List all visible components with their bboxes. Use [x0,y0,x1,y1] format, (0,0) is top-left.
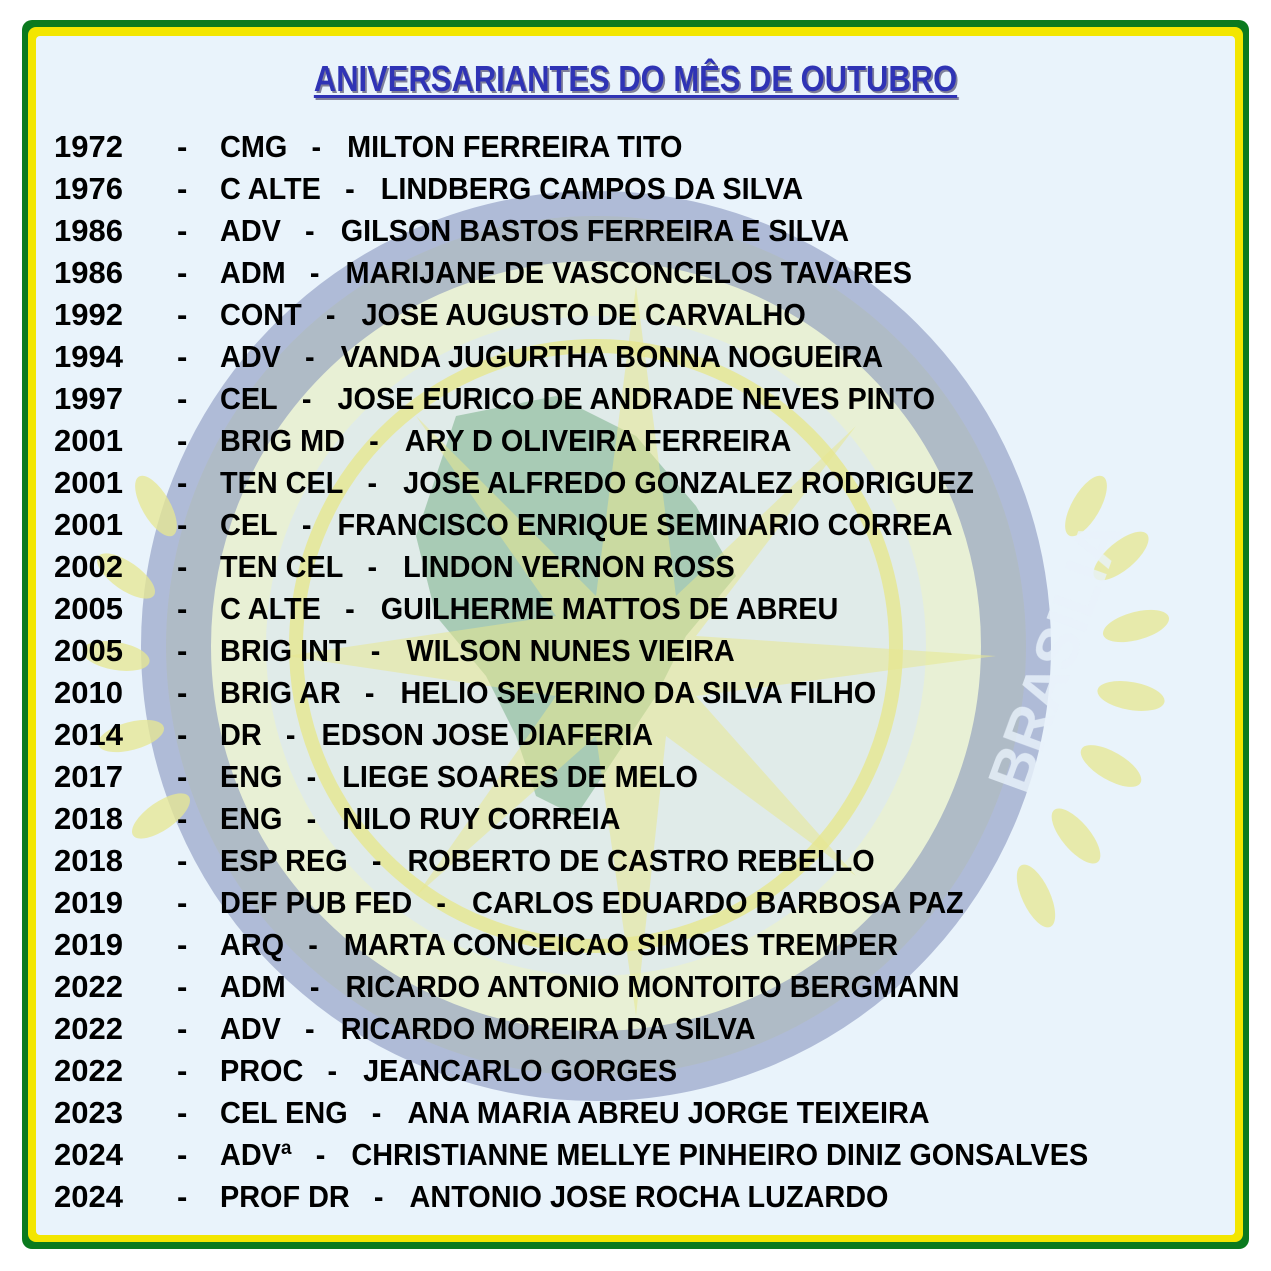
entry-year: 2005 [54,633,123,668]
list-item [54,504,1234,546]
entry-year: 2014 [54,717,123,752]
separator: - [308,927,318,962]
entry-year: 2005 [54,591,123,626]
entry-year: 2017 [54,759,123,794]
entry-title: ADV [220,213,281,248]
entry-name: LINDBERG CAMPOS DA SILVA [380,171,804,206]
entry-title: CONT [220,297,302,332]
list-item [54,294,1234,336]
entry-year: 1997 [54,381,123,416]
separator: - [371,1095,382,1130]
separator: - [306,759,317,794]
entry-year: 2018 [54,843,123,878]
list-item [54,756,1234,798]
birthday-list [54,126,1234,1218]
entry-year: 2019 [54,927,123,962]
entry-title: PROF DR [220,1179,350,1214]
separator: - [327,1053,338,1088]
entry-title: ADM [220,969,286,1004]
list-item [54,882,1234,924]
entry-title: TEN CEL [220,465,344,500]
entry-year: 2022 [54,969,123,1004]
entry-title: BRIG INT [220,633,347,668]
entry-name: ROBERTO DE CASTRO REBELLO [407,843,875,878]
entry-text [220,588,838,630]
list-item [54,1134,1234,1176]
entry-title: ADM [220,255,286,290]
entry-year: 2001 [54,423,123,458]
entry-name: JOSE ALFREDO GONZALEZ RODRIGUEZ [403,465,974,500]
list-item [54,420,1234,462]
entry-text [220,840,875,882]
list-item [54,714,1234,756]
entry-text [220,798,620,840]
entry-name: JOSE EURICO DE ANDRADE NEVES PINTO [337,381,936,416]
entry-title: ENG [220,759,283,794]
separator: - [436,885,447,920]
entry-name: MARTA CONCEICAO SIMOES TREMPER [343,927,899,962]
separator: - [371,843,382,878]
entry-year: 2022 [54,1053,123,1088]
entry-title: ARQ [220,927,285,962]
list-item [54,378,1234,420]
entry-title: CEL [220,507,278,542]
entry-text [220,126,682,168]
entry-year: 2024 [54,1137,123,1172]
entry-name: EDSON JOSE DIAFERIA [321,717,654,752]
entry-text [220,1092,930,1134]
entry-year: 1976 [54,171,123,206]
list-item [54,1176,1234,1218]
entry-year: 2022 [54,1011,123,1046]
entry-name: VANDA JUGURTHA BONNA NOGUEIRA [340,339,884,374]
entry-text [220,714,653,756]
separator: - [309,969,320,1004]
entry-name: ARY D OLIVEIRA FERREIRA [404,423,792,458]
entry-name: CARLOS EDUARDO BARBOSA PAZ [472,885,964,920]
separator: - [177,297,188,332]
separator: - [305,213,315,248]
separator: - [177,1179,188,1214]
entry-name: HELIO SEVERINO DA SILVA FILHO [400,675,877,710]
entry-name: JEANCARLO GORGES [363,1053,678,1088]
entry-name: CHRISTIANNE MELLYE PINHEIRO DINIZ GONSALVES [351,1137,1089,1172]
entry-year: 1994 [54,339,123,374]
separator: - [177,381,188,416]
entry-text [220,1050,677,1092]
entry-title: ADV [220,1011,281,1046]
list-item [54,672,1234,714]
entry-name: NILO RUY CORREIA [342,801,621,836]
entry-text [220,336,883,378]
entry-text [220,252,912,294]
separator: - [325,297,336,332]
list-item [54,210,1234,252]
separator: - [177,507,188,542]
separator: - [177,969,188,1004]
entry-text [220,546,735,588]
separator: - [345,591,355,626]
entry-title: CMG [220,129,288,164]
entry-name: LIEGE SOARES DE MELO [342,759,698,794]
entry-text [220,378,935,420]
separator: - [305,1011,315,1046]
list-item [54,1092,1234,1134]
separator: - [345,171,355,206]
entry-name: WILSON NUNES VIEIRA [406,633,735,668]
list-item [54,840,1234,882]
entry-text [220,756,698,798]
entry-title: ADV [220,339,281,374]
separator: - [177,465,188,500]
entry-year: 2018 [54,801,123,836]
separator: - [177,843,188,878]
entry-text [220,882,964,924]
separator: - [301,507,312,542]
entry-title: DEF PUB FED [220,885,413,920]
separator: - [367,465,378,500]
separator: - [177,675,188,710]
entry-name: ANTONIO JOSE ROCHA LUZARDO [409,1179,889,1214]
entry-year: 1992 [54,297,123,332]
separator: - [177,885,188,920]
entry-text [220,294,806,336]
entry-name: MARIJANE DE VASCONCELOS TAVARES [345,255,913,290]
entry-year: 2019 [54,885,123,920]
list-item [54,924,1234,966]
entry-name: JOSE AUGUSTO DE CARVALHO [361,297,806,332]
separator: - [311,129,322,164]
separator: - [177,423,188,458]
separator: - [177,549,188,584]
separator: - [177,255,188,290]
entry-title: CEL [220,381,278,416]
entry-year: 1972 [54,129,123,164]
entry-text [220,462,974,504]
entry-name: RICARDO ANTONIO MONTOITO BERGMANN [345,969,960,1004]
separator: - [177,927,188,962]
separator: - [177,633,188,668]
separator: - [177,1011,188,1046]
entry-year: 2023 [54,1095,123,1130]
page-title: ANIVERSARIANTES DO MÊS DE OUTUBRO [313,58,958,99]
entry-text [220,420,791,462]
separator: - [369,423,379,458]
entry-year: 2001 [54,465,123,500]
separator: - [177,1095,188,1130]
entry-text [220,966,959,1008]
entry-name: FRANCISCO ENRIQUE SEMINARIO CORREA [337,507,953,542]
separator: - [305,339,315,374]
entry-title: BRIG AR [220,675,341,710]
entry-text [220,504,953,546]
entry-text [220,630,735,672]
entry-text [220,210,849,252]
separator: - [177,339,188,374]
separator: - [177,171,188,206]
entry-title: C ALTE [220,591,321,626]
list-item [54,126,1234,168]
separator: - [367,549,378,584]
entry-text [220,924,898,966]
entry-text [220,1008,756,1050]
entry-name: LINDON VERNON ROSS [403,549,735,584]
separator: - [309,255,320,290]
list-item [54,336,1234,378]
entry-title: ESP REG [220,843,348,878]
entry-name: GUILHERME MATTOS DE ABREU [380,591,839,626]
separator: - [364,675,375,710]
list-item [54,798,1234,840]
list-item [54,588,1234,630]
separator: - [177,213,188,248]
list-item [54,462,1234,504]
list-item [54,168,1234,210]
separator: - [177,591,188,626]
list-item [54,546,1234,588]
entry-title: DR [220,717,262,752]
entry-year: 2010 [54,675,123,710]
list-item [54,1008,1234,1050]
separator: - [177,1137,188,1172]
separator: - [373,1179,384,1214]
entry-title: TEN CEL [220,549,344,584]
entry-name: RICARDO MOREIRA DA SILVA [340,1011,756,1046]
separator: - [177,759,188,794]
entry-year: 1986 [54,255,123,290]
separator: - [285,717,296,752]
separator: - [306,801,317,836]
separator: - [177,129,188,164]
separator: - [370,633,381,668]
entry-text [220,168,803,210]
entry-title: PROC [220,1053,304,1088]
separator: - [177,1053,188,1088]
entry-text [220,1134,1088,1176]
list-item [54,966,1234,1008]
entry-year: 1986 [54,213,123,248]
list-item [54,630,1234,672]
entry-title: C ALTE [220,171,321,206]
entry-title: BRIG MD [220,423,345,458]
entry-year: 2024 [54,1179,123,1214]
list-item [54,1050,1234,1092]
separator: - [177,801,188,836]
separator: - [177,717,188,752]
entry-title: CEL ENG [220,1095,348,1130]
entry-year: 2002 [54,549,123,584]
entry-text [220,672,876,714]
entry-name: ANA MARIA ABREU JORGE TEIXEIRA [407,1095,930,1130]
separator: - [315,1137,326,1172]
entry-name: MILTON FERREIRA TITO [347,129,683,164]
entry-name: GILSON BASTOS FERREIRA E SILVA [340,213,850,248]
entry-title: ENG [220,801,283,836]
separator: - [301,381,312,416]
entry-text [220,1176,888,1218]
entry-year: 2001 [54,507,123,542]
list-item [54,252,1234,294]
entry-title: ADVª [220,1137,292,1172]
content-panel [36,36,1235,1235]
watermark-brasilia-text: BRASILIA [975,511,1136,801]
